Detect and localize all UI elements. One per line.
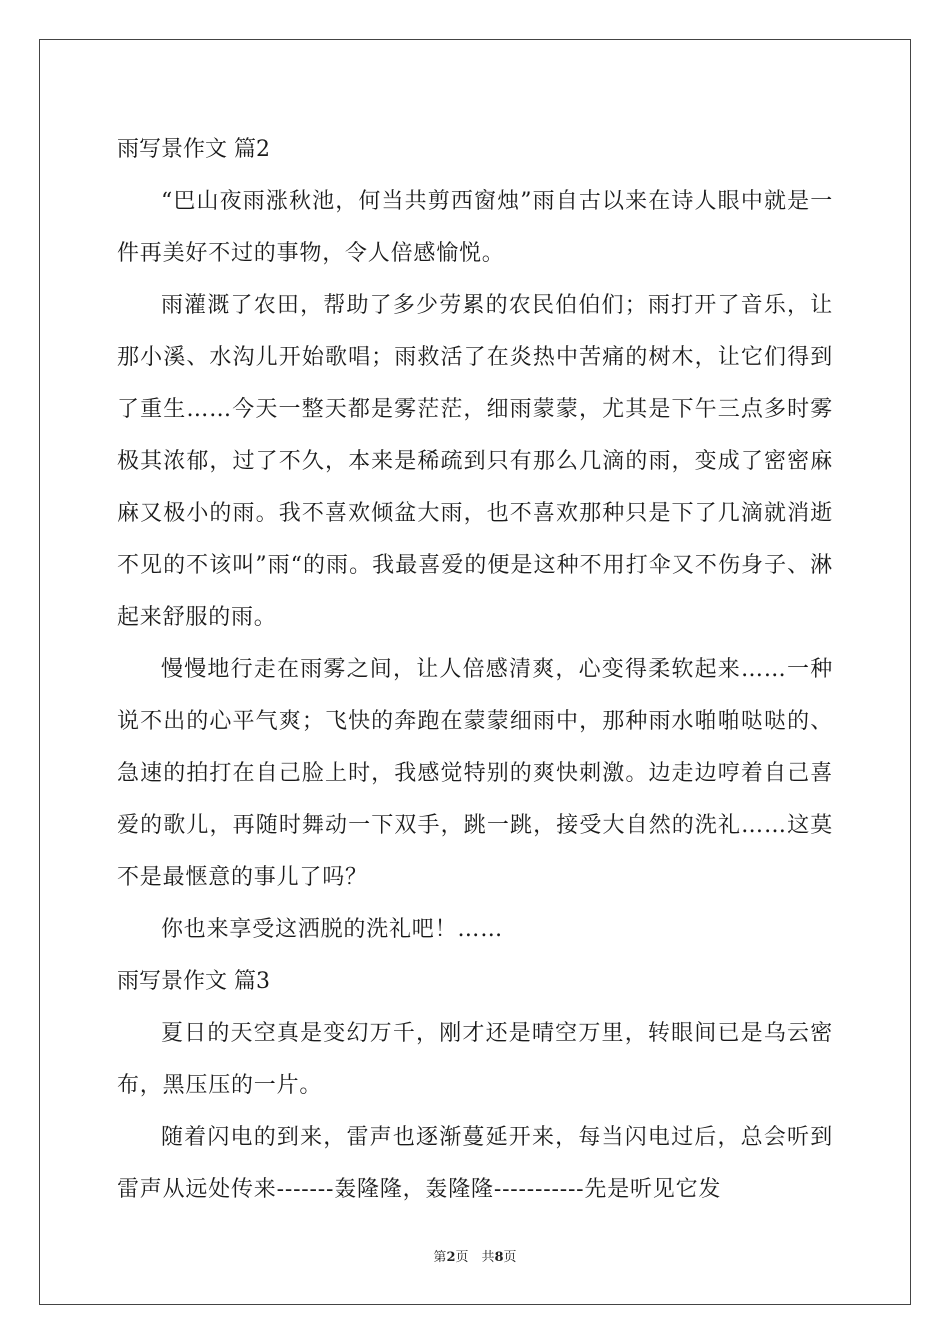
page-current-number: 2	[446, 1250, 456, 1265]
section-heading: 雨写景作文 篇2	[117, 137, 270, 162]
paragraph: 随着闪电的到来，雷声也逐渐蔓延开来，每当闪电过后，总会听到雷声从远处传来-------轰隆隆，轰隆隆-----------先是听见它发	[117, 1125, 833, 1202]
page-mid: 页 共	[455, 1250, 495, 1265]
section-heading: 雨写景作文 篇3	[117, 969, 270, 994]
paragraph: “巴山夜雨涨秋池，何当共剪西窗烛”雨自古以来在诗人眼中就是一件再美好不过的事物，令人倍感愉悦。	[117, 189, 833, 266]
document-body	[117, 124, 833, 1216]
paragraph: 慢慢地行走在雨雾之间，让人倍感清爽，心变得柔软起来……一种说不出的心平气爽；飞快的奔跑在蒙蒙细雨中，那种雨水啪啪哒哒的、急速的拍打在自己脸上时，我感觉特别的爽快刺激。边走边哼着自己喜爱的歌儿，再随时舞动一下双手，跳一跳，接受大自然的洗礼……这莫不是最惬意的事儿了吗？	[117, 657, 833, 890]
paragraph: 你也来享受这洒脱的洗礼吧！……	[161, 917, 504, 942]
page-suffix: 页	[503, 1250, 517, 1265]
page-prefix: 第	[433, 1250, 447, 1265]
paragraph: 雨灌溉了农田，帮助了多少劳累的农民伯伯们；雨打开了音乐，让那小溪、水沟儿开始歌唱；雨救活了在炎热中苦痛的树木，让它们得到了重生……今天一整天都是雾茫茫，细雨蒙蒙，尤其是下午三点多时雾极其浓郁，过了不久，本来是稀疏到只有那么几滴的雨，变成了密密麻麻又极小的雨。我不喜欢倾盆大雨，也不喜欢那种只是下了几滴就消逝不见的不该叫”雨“的雨。我最喜爱的便是这种不用打伞又不伤身子、淋起来舒服的雨。	[117, 293, 833, 630]
page-total-number: 8	[494, 1250, 504, 1265]
page-footer	[0, 1246, 950, 1265]
paragraph: 夏日的天空真是变幻万千，刚才还是晴空万里，转眼间已是乌云密布，黑压压的一片。	[117, 1021, 833, 1098]
